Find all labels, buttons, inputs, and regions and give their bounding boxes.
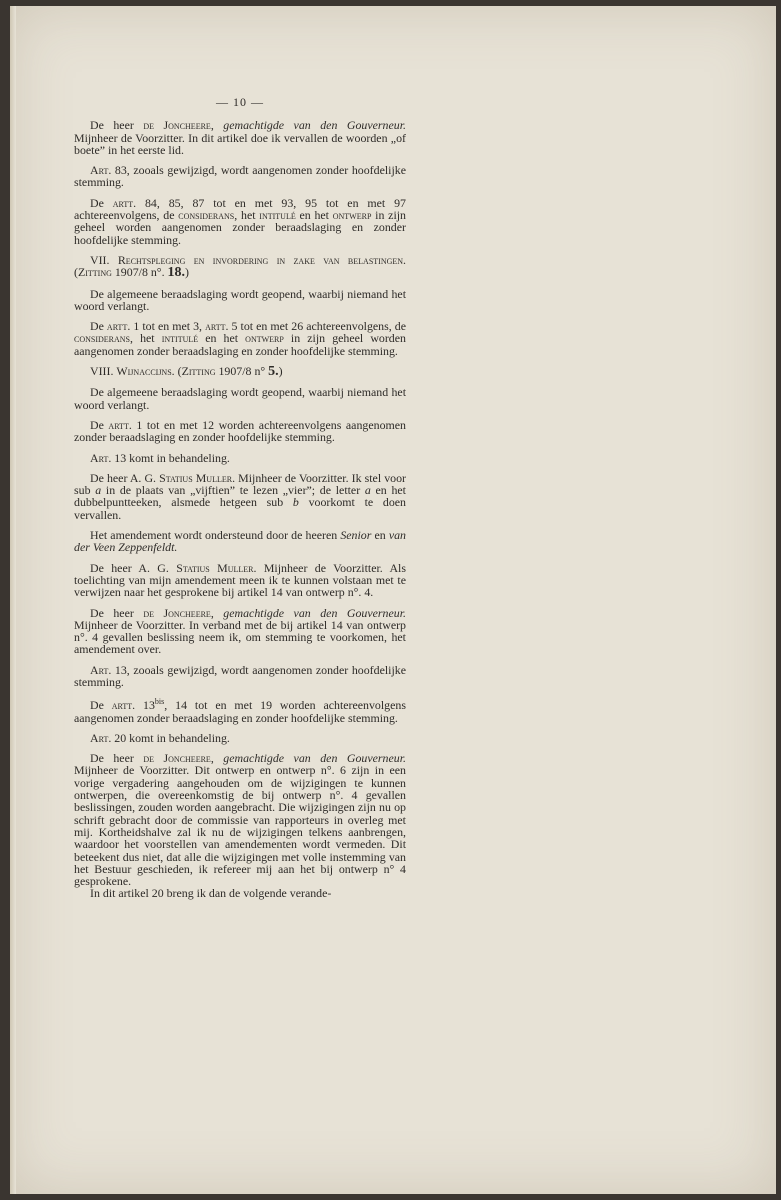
text-column	[74, 96, 406, 908]
paragraph: De algemeene beraadslaging wordt geopend, waarbij niemand het woord verlangt.	[74, 286, 406, 313]
document-page	[10, 6, 776, 1194]
paragraph: De artt. $13^{bis}$, 14 tot en met 19 worden achtereenvolgens aangenomen zonder beraadslaging en zonder hoofdelijke stemming.	[74, 697, 406, 725]
paragraph: De heer A. G. Statius Muller. Mijnheer de Voorzitter. Als toelichting van mijn amendement meen ik te kunnen volstaan met te verwijzen naar het gesprokene bij artikel 14 van ontwerp n°. 4.	[74, 560, 406, 600]
speaker-name: de Joncheere	[143, 118, 211, 133]
page-edge-shadow	[10, 6, 16, 1194]
paragraph: Het amendement wordt ondersteund door de heeren Senior en van der Veen Zeppenfeldt.	[74, 528, 406, 555]
section-heading: VII. Rechtspleging en invordering in zake van belastingen. (Zitting 1907/8 n°. 18.)	[74, 252, 407, 281]
paragraph: De artt. 1 tot en met 3, artt. 5 tot en met 26 achtereenvolgens, de considerans, het intitulé en het ontwerp in zijn geheel worden aangenomen zonder beraadslaging en zonder hoofdelijke stemming.	[74, 319, 407, 358]
paragraph: Art. 13 komt in behandeling.	[90, 450, 230, 465]
paragraph: De heer de Joncheere, gemachtigde van den Gouverneur. Mijnheer de Voorzitter. In dit artikel doe ik vervallen de woorden „of boete” in het eerste lid.	[74, 118, 407, 157]
paragraph: De artt. 84, 85, 87 tot en met 93, 95 tot en met 97 achtereenvolgens, de considerans, het intitulé en het ontwerp in zijn geheel worden aangenomen zonder beraadslaging en zonder hoofdelijke stemming.	[74, 195, 406, 247]
speaker-name: Statius Muller.	[176, 560, 257, 575]
paragraph: Art. 83, zooals gewijzigd, wordt aangenomen zonder hoofdelijke stemming.	[74, 163, 406, 190]
paragraph: De heer A. G. Statius Muller. Mijnheer de Voorzitter. Ik stel voor sub a in de plaats van „vijftien” te lezen „vier”; de letter a en het dubbelpuntteeken, alsmede hetgeen sub b voorkomt te doen vervallen.	[74, 470, 407, 522]
paragraph: Art. 20 komt in behandeling.	[90, 730, 230, 745]
speaker-name: de Joncheere	[143, 751, 211, 766]
paragraph: De heer de Joncheere, gemachtigde van den Gouverneur. Mijnheer de Voorzitter. Dit ontwerp en ontwerp n°. 6 zijn in een vorige vergadering aangehouden om de wijzigingen te kunnen ontwerpen, die overeenkomstig de bij ontwerp n°. 4 gevallen beslissingen, zouden worden aangebracht. Die wijzigingen zijn nu op schrift gebracht door de commissie van rapporteurs in overleg met mij. Kortheidshalve zal ik nu de wijzigingen telkens aanbrengen, waardoor het voorstellen van amendementen wordt vermeden. Dit beteekent dus niet, dat alle die wijzigingen met volle instemming van het Bestuur geschieden, ik refereer mij aan het bij ontwerp n° 4 gesprokene.	[74, 751, 407, 889]
speaker-name: de Joncheere	[143, 605, 211, 620]
page-number: — 10 —	[216, 95, 264, 109]
paragraph: De algemeene beraadslaging wordt geopend, waarbij niemand het woord verlangt.	[74, 385, 406, 412]
paragraph: Art. 13, zooals gewijzigd, wordt aangenomen zonder hoofdelijke stemming.	[74, 662, 406, 689]
speaker-name: Statius Muller.	[159, 470, 236, 485]
paragraph: In dit artikel 20 breng ik dan de volgende verande-	[90, 886, 332, 901]
paragraph: De heer de Joncheere, gemachtigde van den Gouverneur. Mijnheer de Voorzitter. In verband met de bij artikel 14 van ontwerp n°. 4 gevallen beslissing neem ik, om stemming te voorkomen, het amendement over.	[74, 605, 407, 657]
section-heading: VIII. Wijnaccijns. (Zitting 1907/8 n° 5.)	[90, 364, 283, 380]
paragraph: De artt. 1 tot en met 12 worden achtereenvolgens aangenomen zonder beraadslaging en zonder hoofdelijke stemming.	[74, 417, 406, 445]
